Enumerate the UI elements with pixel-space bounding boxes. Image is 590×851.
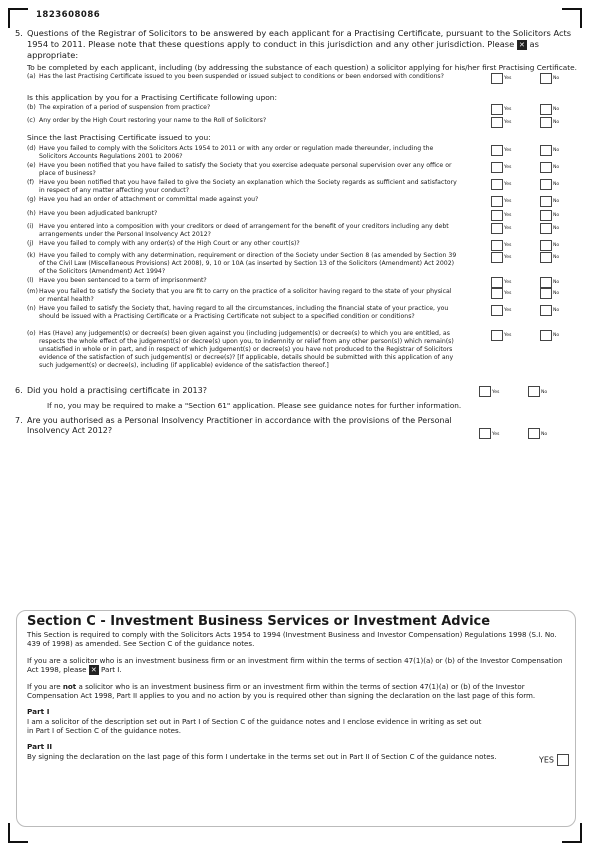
yes-label: Yes [504,254,512,260]
yes-no-choice [491,210,581,220]
yes-checkbox[interactable] [491,162,503,173]
yes-label: Yes [492,431,500,437]
no-checkbox[interactable] [540,288,552,299]
item-letter: (i) [27,222,34,230]
yes-no-choice [491,73,581,83]
yes-label: Yes [504,307,512,313]
yes-checkbox[interactable] [491,277,503,288]
item-letter: (m) [27,287,38,295]
item-text: Have you failed to comply with the Solicitors Acts 1954 to 2011 or with any order or regulation made thereunder, including the Solicitors Accounts Regulations 2001 to 2006? [39,144,434,160]
question-item [15,305,577,330]
yes-label: Yes [504,164,512,170]
item-text: Have you failed to satisfy the Society that you are fit to carry on the practice of a solicitor having regard to the state of your physical or mental health? [39,287,452,303]
no-checkbox[interactable] [540,252,552,263]
question-6-note: If no, you may be required to make a "Section 61" application. Please see guidance notes for further information. [47,400,462,410]
no-checkbox[interactable] [540,117,552,128]
yes-no-choice [491,196,581,206]
section-c-paragraph-2-end: Part I. [101,664,122,674]
yes-checkbox[interactable] [491,305,503,316]
no-label: No [553,107,560,112]
no-checkbox[interactable] [540,196,552,207]
section-c-panel [16,610,576,827]
yes-no-choice [491,162,581,172]
yes-label: Yes [504,75,512,81]
yes-label: Yes [504,225,512,231]
yes-checkbox[interactable] [491,196,503,207]
yes-no-choice [491,104,581,114]
yes-label: Yes [504,198,512,204]
yes-no-choice [491,240,581,250]
yes-checkbox[interactable] [491,330,503,341]
question-item [15,179,577,196]
no-label: No [553,332,560,338]
no-checkbox[interactable] [540,277,552,288]
item-letter: (j) [27,239,34,247]
no-checkbox[interactable] [528,386,540,397]
yes-no-choice [491,145,581,155]
yes-label: Yes [504,120,512,125]
yes-checkbox[interactable] [491,117,503,128]
item-text: Have you been notified that you have failed to satisfy the Society that you exercise adequate personal supervision over any office or place of business? [39,161,452,177]
question-item [15,145,577,162]
no-checkbox[interactable] [540,240,552,251]
yes-checkbox[interactable] [491,210,503,221]
item-letter: (d) [27,144,36,152]
part-1-yes-label: YES [538,755,554,765]
item-letter: (h) [27,209,36,217]
no-checkbox[interactable] [540,210,552,221]
item-text: Have you had an order of attachment or committal made against you? [39,195,259,203]
question-6-text: Did you hold a practising certificate in 2013? [27,385,207,395]
no-label: No [541,389,548,395]
corner-mark-top-left [8,8,28,28]
question-7 [15,416,577,436]
yes-checkbox[interactable] [491,223,503,234]
yes-checkbox[interactable] [491,288,503,299]
item-letter: (e) [27,161,36,169]
no-label: No [553,279,560,285]
part-1-yes-checkbox[interactable] [557,754,569,766]
section-c-paragraph-3-rest: a solicitor who is an investment business firm or an investment firm within the terms of section 47(1)(a) or (b) of the Investor Compensation Act 1998, Part II applies to you and no action by you is required other than signing the declaration on the last page of this form. [27,681,536,701]
yes-label: Yes [504,107,512,112]
part-2-title: Part II [27,742,53,752]
yes-no-choice [491,223,581,233]
yes-checkbox[interactable] [491,179,503,190]
cross-box-icon: ✕ [89,665,99,675]
question-item [15,330,577,380]
item-letter: (l) [27,276,34,284]
no-label: No [553,242,560,248]
yes-label: Yes [504,290,512,296]
section-c-title: Section C - Investment Business Services or Investment Advice [27,614,491,629]
item-text: Have you been notified that you have failed to give the Society an explanation which the Society regards as sufficient and satisfactory in respect of any matter affecting your conduct? [39,178,457,194]
item-text: The expiration of a period of suspension from practice? [39,104,211,111]
no-label: No [553,164,560,170]
section-c-paragraph-3 [27,682,565,701]
item-text: Have you entered into a composition with your creditors or deed of arrangement for the benefit of your creditors including any debt arrangements under the Personal Insolvency Act 2012? [39,222,449,238]
cross-box-icon: ✕ [517,40,527,50]
yes-no-choice [491,179,581,189]
question-item [15,104,577,117]
item-text: Have you failed to comply with any order(s) of the High Court or any other court(s)? [39,239,300,247]
section-c-paragraph-2-text: If you are a solicitor who is an investment business firm or an investment firm within the terms of section 47(1)(a) or (b) of the Investor Compensation Act 1998, please [27,655,563,674]
yes-label: Yes [492,389,500,395]
question-number: 6. [15,385,23,395]
yes-no-choice [491,252,581,262]
question-item [15,210,577,223]
item-text: Have you failed to satisfy the Society that, having regard to all the circumstances, including the financial state of your practice, you should be issued with a Practising Certificate or a Practising Certificate not subject to a specified condition or conditions? [39,304,449,320]
no-label: No [553,290,560,296]
section-c-paragraph-2 [27,656,565,675]
question-item [15,288,577,305]
yes-checkbox[interactable] [491,145,503,156]
question-item [15,196,577,210]
no-label: No [553,120,560,125]
no-label: No [553,225,560,231]
no-checkbox[interactable] [540,330,552,341]
item-text: Have you failed to comply with any determination, requirement or direction of the Society under Section 8 (as amended by Section 39 of the Civil Law (Miscellaneous Provisions) Act 2008), 9, 10 or 10A (as inserted by Section 13 of the Solicitors (Amendment) Act 2002) of the Solicitors (Amendment) Act 1994? [39,251,457,275]
no-label: No [553,75,560,81]
part-2-text: By signing the declaration on the last page of this form I undertake in the terms set out in Part II of Section C of the guidance notes. [27,751,497,761]
section-c-paragraph-3-start: If you are [27,681,61,691]
part-1-title: Part I [27,707,50,717]
question-5-text: Questions of the Registrar of Solicitors to be answered by each applicant for a Practising Certificate, pursuant to the Solicitors Acts 1954 to 2011. Please note that these questions apply to conduct in this jurisdiction and any other jurisdiction. Please [27,28,572,49]
emphasis-not: not [62,681,77,691]
yes-label: Yes [504,242,512,248]
yes-checkbox[interactable] [479,386,491,397]
question-item [15,223,577,240]
item-letter: (o) [27,329,36,337]
question-number: 7. [15,415,23,425]
item-text: Has the last Practising Certificate issued to you been suspended or issued subject to conditions or been endorsed with conditions? [39,72,444,80]
question-item [15,162,577,179]
question-item [15,73,577,90]
question-item [15,117,577,130]
yes-checkbox[interactable] [491,240,503,251]
yes-label: Yes [504,212,512,218]
item-letter: (c) [27,117,36,124]
item-letter: (n) [27,304,36,312]
question-6 [15,386,577,396]
yes-no-choice [479,428,569,438]
no-label: No [553,181,560,187]
item-text: Has (Have) any judgement(s) or decree(s) been given against you (including judgement(s) or decree(s) to which you are entitled, as respects the whole effect of the judgement(s) or decree(s) upon you, to indemnity or relief from any other person(s)) which remain(s) unsatisfied in whole or in part, and in respect of which judgement(s) or decree(s) you have not produced to the Registrar of Solicitors evidence of the satisfaction of such judgement(s) or decree(s)? [If applicable, details should be submitted with this application of any such judgement(s) or decree(s), including (if applicable) evidence of the satisfaction thereof.] [39,329,454,369]
part-1-yes-choice [539,754,569,766]
yes-label: Yes [504,147,512,153]
part-1-text: I am a solicitor of the description set out in Part I of Section C of the guidance notes and I enclose evidence in writing as set out in Part I of Section C of the guidance notes. [27,716,482,736]
no-checkbox[interactable] [540,179,552,190]
yes-label: Yes [504,181,512,187]
no-checkbox[interactable] [540,104,552,115]
no-checkbox[interactable] [528,428,540,439]
item-text: Have you been adjudicated bankrupt? [39,209,158,217]
item-text: Have you been sentenced to a term of imprisonment? [39,276,207,284]
question-5-intro: To be completed by each applicant, including (by addressing the substance of each question) a solicitor applying for his/her first Practising Certificate. [27,63,577,72]
yes-no-choice [479,386,569,396]
question-item [15,252,577,277]
no-checkbox[interactable] [540,305,552,316]
yes-checkbox[interactable] [479,428,491,439]
no-checkbox[interactable] [540,73,552,84]
item-letter: (b) [27,104,36,111]
item-letter: (f) [27,178,35,186]
question-7-text: Are you authorised as a Personal Insolvency Practitioner in accordance with the provisions of the Personal Insolvency Act 2012? [27,415,452,435]
no-label: No [553,254,560,260]
yes-no-choice [491,330,581,340]
yes-no-choice [491,117,581,127]
no-label: No [553,212,560,218]
yes-checkbox[interactable] [491,252,503,263]
yes-no-choice [491,277,581,287]
question-5-heading [15,28,577,61]
no-label: No [553,307,560,313]
item-text: Any order by the High Court restoring your name to the Roll of Solicitors? [39,117,267,124]
no-checkbox[interactable] [540,223,552,234]
subheading-since-last-certificate: Since the last Practising Certificate issued to you: [27,133,211,142]
question-item [15,240,577,252]
yes-checkbox[interactable] [491,73,503,84]
section-c-paragraph-1: This Section is required to comply with the Solicitors Acts 1954 to 1994 (Investment Business and Investor Compensation) Regulations 1998 (S.I. No. 439 of 1998) as amended. See Section C of the guidance notes. [27,630,557,649]
yes-no-choice [491,288,581,298]
no-label: No [553,147,560,153]
question-5-text-after: as appropriate: [27,39,539,60]
item-letter: (k) [27,251,36,259]
yes-no-choice [491,305,581,315]
question-item [15,277,577,288]
item-letter: (a) [27,72,36,80]
no-checkbox[interactable] [540,145,552,156]
yes-label: Yes [504,332,512,338]
form-page [15,28,577,436]
corner-mark-top-right [562,8,582,28]
no-label: No [541,431,548,437]
item-letter: (g) [27,195,36,203]
question-number: 5. [15,28,23,38]
no-checkbox[interactable] [540,162,552,173]
yes-label: Yes [504,279,512,285]
no-label: No [553,198,560,204]
document-id: 1823608086 [36,10,101,20]
subheading-following-upon: Is this application by you for a Practising Certificate following upon: [27,92,277,102]
yes-checkbox[interactable] [491,104,503,115]
